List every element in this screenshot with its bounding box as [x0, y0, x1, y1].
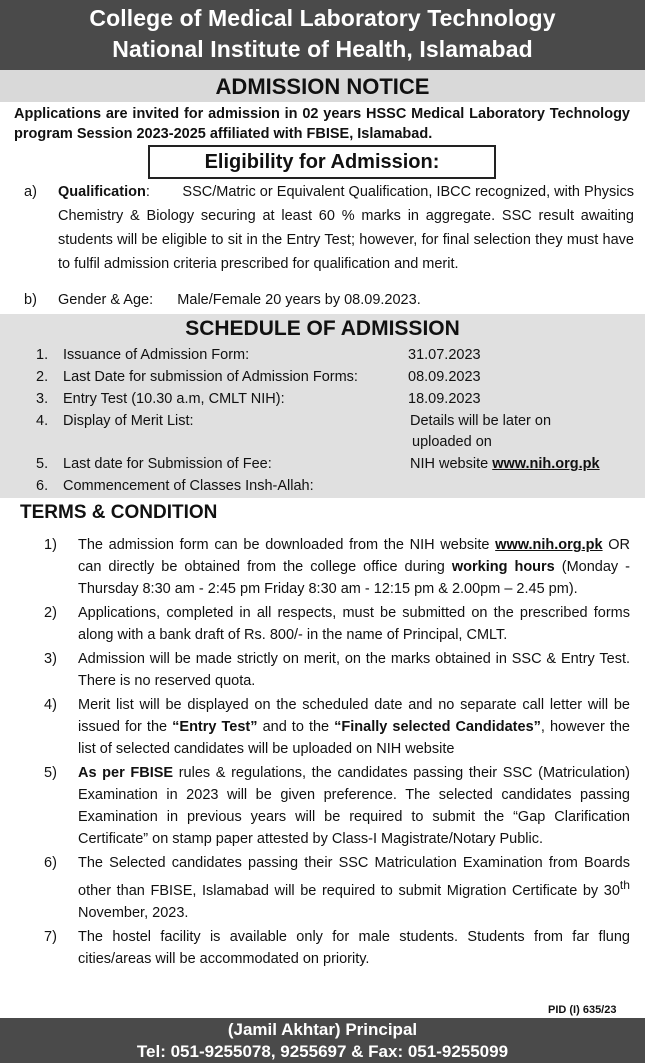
schedule-label: Issuance of Admission Form:: [63, 347, 250, 363]
schedule-label: Last date for Submission of Fee:: [63, 456, 272, 472]
schedule-label: Display of Merit List:: [63, 413, 194, 429]
eligibility-title: Eligibility for Admission:: [148, 145, 496, 179]
schedule-value: NIH website: [410, 456, 489, 472]
nih-website-link[interactable]: www.nih.org.pk: [495, 537, 603, 553]
advertisement-page: College of Medical Laboratory Technology National Institute of Health, Islamabad ADMISSION NOTICE Applications are invited for admission in 02 years HSSC Medical Laboratory Technology program Session 2023-2025 affiliated with FBISE, Islamabad. Eligibility for Admission: a) Qualification: SSC/Matric or Equivalent Qualification, IBCC recognized, with Physics Chemistry & Biology securing at least 60 % marks in aggregate. SSC result awaiting students will be eligible to sit in the Entry Test; however, for final selection they must have to fulfil admission criteria prescribed for qualification and merit. b) Gender & Age: Male/Female 20 years by 08.09.2023. SCHEDULE OF ADMISSION 1. Issuance of Admission Form: 31.07.2023 2. Last Date for submission of Admission Forms: 08.09.2023 3. Entry Test (10.30 a.m, CMLT NIH): 18.09.2023 4. Display of Merit List: Details will be later on uploaded on 5. Last date for Submission of Fee: NIH website www.nih.org.pk 6. Commencement of Classes Insh-Allah: TERMS & CONDITION 1) The admission form can be downloaded from the NIH website www.nih.org.pk OR can directly be obtained from the college office during working hours (Monday - Thursday 8:30 am - 2:45 pm Friday 8:30 am - 12:15 pm & 2.00pm – 2.45 pm). 2) Applications, completed in all respects, must be submitted on the prescribed forms along with a bank draft of Rs. 800/- in the name of Principal, CMLT. 3) Admission will be made strictly on merit, on the marks obtained in SSC & Entry Test. There is no reserved quota. 4) Merit list will be displayed on the scheduled date and no separate call letter will be issued for the “Entry Test” and to the “Finally selected Candidates”, however the list of selected candidates will be uploaded on NIH website 5) As per FBISE rules & regulations, the candidates passing their SSC (Matriculation) Examination in 2023 will be given preference. The selected candidates passing Examination in previous years will be required to submit the “Gap Clarification Certificate” on stamp paper attested by Class-I Magistrate/Notary Public. 6) The Selected candidates passing their SSC Matriculation Examination from Boards other than FBISE, Islamabad will be required to submit Migration Certificate by 30th November, 2023. 7) The hostel facility is available only for male students. Students from far flung cities/areas will be accommodated on priority. PID (I) 635/23 (Jamil Akhtar) Principal Tel: 051-9255078, 9255697 & Fax: 051-9255099: [0, 0, 645, 1063]
gender-age-text: Male/Female 20 years by 08.09.2023.: [177, 292, 421, 308]
schedule-title: SCHEDULE OF ADMISSION: [185, 317, 460, 340]
term-item: 5) As per FBISE rules & regulations, the candidates passing their SSC (Matriculation) Examination in 2023 will be given preference. The selected candidates passing Examination in previous years will be required to submit the “Gap Clarification Certificate” on stamp paper attested by Class-I Magistrate/Notary Public.: [44, 765, 630, 847]
qualification-label: Qualification: [58, 184, 146, 200]
term-item: 2) Applications, completed in all respects, must be submitted on the prescribed forms along with a bank draft of Rs. 800/- in the name of Principal, CMLT.: [44, 605, 630, 643]
gender-age-item: [24, 288, 634, 312]
schedule-value: Details will be later on: [410, 413, 552, 429]
terms-title: TERMS & CONDITION: [20, 502, 218, 523]
item-marker: a): [24, 184, 37, 200]
term-item: 7) The hostel facility is available only for male students. Students from far flung cities/areas will be accommodated on priority.: [44, 928, 630, 967]
gender-age-label: Gender & Age:: [58, 292, 154, 308]
schedule-label: Last Date for submission of Admission Forms:: [63, 369, 358, 385]
qualification-item: a) Qualification: SSC/Matric or Equivalent Qualification, IBCC recognized, with Physics Chemistry & Biology securing at least 60 % marks in aggregate. SSC result awaiting students will be eligible to sit in the Entry Test; however, for final selection they must have to fulfil admission criteria prescribed for qualification and merit.: [24, 180, 634, 276]
schedule-value: 18.09.2023: [408, 391, 481, 407]
schedule-value: uploaded on: [412, 434, 492, 450]
notice-title: ADMISSION NOTICE: [0, 70, 645, 102]
schedule-label: Commencement of Classes Insh-Allah:: [63, 478, 314, 494]
schedule-value: 31.07.2023: [408, 347, 481, 363]
header-band: [0, 0, 645, 70]
schedule-label: Entry Test (10.30 a.m, CMLT NIH):: [63, 391, 285, 407]
term-item: 3) Admission will be made strictly on merit, on the marks obtained in SSC & Entry Test. There is no reserved quota.: [44, 651, 630, 689]
institute-name: National Institute of Health, Islamabad: [112, 36, 533, 62]
item-marker: b): [24, 292, 37, 308]
intro-text: Applications are invited for admission in 02 years HSSC Medical Laboratory Technology program Session 2023-2025 affiliated with FBISE, Islamabad.: [14, 106, 630, 142]
term-item: 4) Merit list will be displayed on the scheduled date and no separate call letter will be issued for the “Entry Test” and to the “Finally selected Candidates”, however the list of selected candidates will be uploaded on NIH website: [44, 697, 631, 757]
principal-name: (Jamil Akhtar) Principal: [227, 1020, 418, 1039]
contact-numbers: Tel: 051-9255078, 9255697 & Fax: 051-9255099: [136, 1042, 509, 1061]
term-item: 6) The Selected candidates passing their SSC Matriculation Examination from Boards other than FBISE, Islamabad will be required to submit Migration Certificate by 30th November, 2023.: [44, 855, 630, 921]
qualification-text: SSC/Matric or Equivalent Qualification, IBCC recognized, with Physics Chemistry & Biology securing at least 60 % marks in aggregate. SSC result awaiting students will be eligible to sit in the Entry Test; however, for final selection they must have to fulfil admission criteria prescribed for qualification and merit.: [58, 184, 634, 272]
footer-band: [0, 1018, 645, 1063]
nih-website-link[interactable]: www.nih.org.pk: [492, 456, 600, 472]
college-name: College of Medical Laboratory Technology: [89, 5, 556, 31]
pid-code: PID (I) 635/23: [548, 1004, 617, 1016]
term-item: 1) The admission form can be downloaded from the NIH website www.nih.org.pk OR can directly be obtained from the college office during working hours (Monday - Thursday 8:30 am - 2:45 pm Friday 8:30 am - 12:15 pm & 2.00pm – 2.45 pm).: [44, 537, 631, 597]
schedule-value: 08.09.2023: [408, 369, 481, 385]
terms-list: [44, 534, 630, 972]
